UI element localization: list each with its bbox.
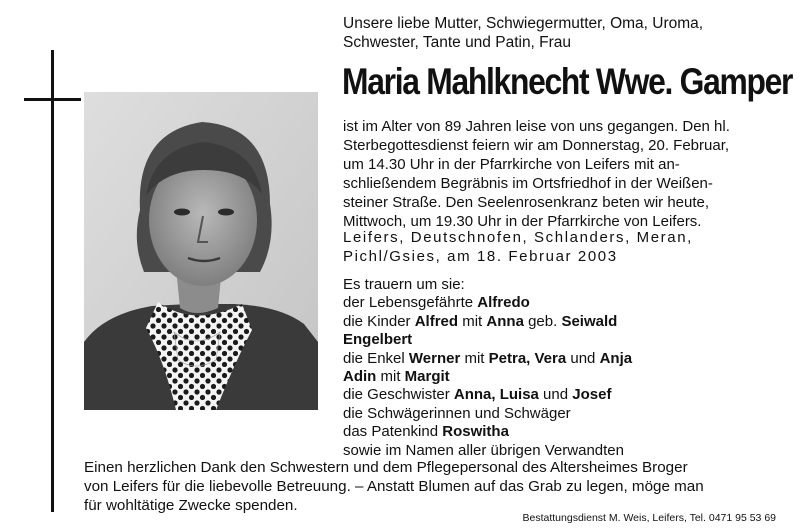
announcement-text [343, 117, 783, 231]
thanks-text [84, 458, 789, 515]
intro-line: Unsere liebe Mutter, Schwiegermutter, Oma, Uroma, [343, 15, 704, 32]
mourner-relation: die Geschwister [343, 386, 454, 404]
announcement-line: ist im Alter von 89 Jahren leise von uns gegangen. Den hl. [343, 118, 730, 135]
mourner-line [343, 386, 783, 404]
announcement-line: um 14.30 Uhr in der Pfarrkirche von Leifers mit an- [343, 156, 680, 173]
mourner-name: Engelbert [343, 331, 413, 349]
mourner-relation: das Patenkind [343, 423, 443, 441]
funeral-service-footer: Bestattungsdienst M. Weis, Leifers, Tel. 0471 95 53 69 [522, 512, 776, 524]
mourner-relation: die Enkel [343, 349, 409, 367]
mourner-name: Margit [404, 368, 450, 386]
mourners-heading: Es trauern um sie: [343, 276, 465, 293]
deceased-name: Maria Mahlknecht Wwe. Gamper [342, 61, 793, 102]
thanks-line: für wohltätige Zwecke spenden. [84, 497, 298, 514]
mourners-list [343, 276, 783, 460]
mourner-line [343, 331, 783, 349]
announcement-line: steiner Straße. Den Seelenrosenkranz beten wir heute, [343, 194, 710, 211]
portrait-photo [84, 92, 318, 410]
thanks-line: Einen herzlichen Dank den Schwestern und dem Pflegepersonal des Altersheimes Broger [84, 459, 688, 476]
mourner-line: sowie im Namen aller übrigen Verwandten [343, 441, 624, 459]
connector: mit [376, 368, 405, 386]
connector: und [538, 386, 573, 404]
mourner-line [343, 350, 783, 368]
place-date [343, 228, 783, 266]
connector: und [566, 349, 600, 367]
place-line: Leifers, Deutschnofen, Schlanders, Meran, [343, 229, 693, 246]
mourner-name: Werner [408, 349, 461, 367]
connector: geb. [523, 312, 562, 330]
connector: mit [460, 349, 489, 367]
mourner-name: Petra, Vera [488, 349, 567, 367]
connector: mit [458, 312, 487, 330]
mourner-name: Anja [599, 349, 633, 367]
intro-line: Schwester, Tante und Patin, Frau [343, 34, 572, 51]
place-line: Pichl/Gsies, am 18. Februar 2003 [343, 248, 618, 265]
mourner-line [343, 294, 783, 312]
mourner-name: Seiwald [561, 312, 618, 330]
mourner-name: Josef [572, 386, 612, 404]
intro-text [343, 14, 783, 52]
mourner-line [343, 423, 783, 441]
announcement-line: schließendem Begräbnis im Ortsfriedhof in der Weißen- [343, 175, 713, 192]
announcement-line: Mittwoch, um 19.30 Uhr in der Pfarrkirche von Leifers. [343, 213, 702, 230]
mourner-relation: die Kinder [343, 312, 415, 330]
mourner-name: Roswitha [442, 423, 509, 441]
mourner-name: Anna [486, 312, 524, 330]
mourner-name: Alfredo [477, 294, 530, 312]
cross-horizontal-bar [24, 98, 81, 101]
mourner-relation: der Lebensgefährte [343, 294, 478, 312]
cross-vertical-bar [51, 50, 54, 512]
mourner-name: Adin [343, 368, 377, 386]
mourner-line [343, 368, 783, 386]
mourner-name: Alfred [414, 312, 459, 330]
announcement-line: Sterbegottesdienst feiern wir am Donnerstag, 20. Februar, [343, 137, 730, 154]
thanks-line: von Leifers für die liebevolle Betreuung. – Anstatt Blumen auf das Grab zu legen, möge man [84, 478, 704, 495]
mourner-name: Anna, Luisa [453, 386, 539, 404]
mourner-line [343, 313, 783, 331]
mourner-line: die Schwägerinnen und Schwäger [343, 404, 571, 422]
